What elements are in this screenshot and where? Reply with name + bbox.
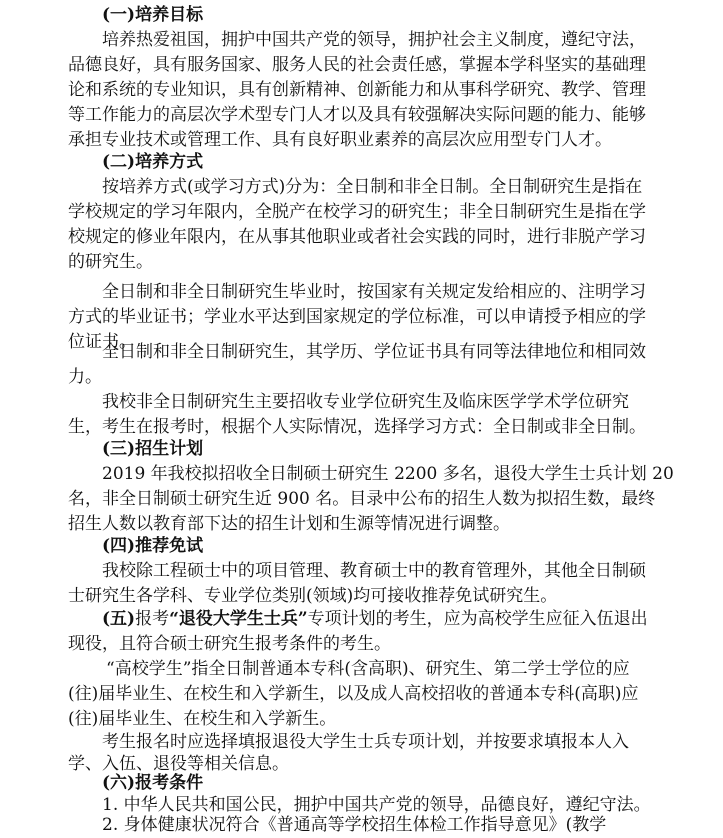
paragraph-line: 全日制和非全日制研究生，其学历、学位证书具有同等法律地位和相同效: [102, 342, 646, 362]
paragraph-line: 学、入伍、退役等相关信息。: [68, 754, 289, 774]
paragraph-line: 名，非全日制硕士研究生近 900 名。目录中公布的招生人数为拟招生数，最终: [68, 489, 656, 509]
paragraph-line: 承担专业技术或管理工作、具有良好职业素养的高层次应用型专门人才。: [68, 130, 612, 150]
heading-text: 报考: [135, 609, 170, 629]
section-heading-veteran-plan: [102, 607, 648, 632]
paragraph-line: 等工作能力的高层次学术型专门人才以及具有较强解决实际问题的能力、能够: [68, 105, 646, 125]
paragraph-line: 士研究生各学科、专业学位类别(领域)均可接收推荐免试研究生。: [68, 586, 558, 606]
section-heading-eligibility: (六)报考条件: [102, 773, 204, 793]
paragraph-line: 校规定的修业年限内，在从事其他职业或者社会实践的同时，进行非脱产学习: [68, 227, 646, 247]
section-heading-enrollment-plan: (三)招生计划: [102, 439, 204, 459]
paragraph-line: 培养热爱祖国，拥护中国共产党的领导，拥护社会主义制度，遵纪守法，: [102, 30, 646, 50]
paragraph-line: 品德良好，具有服务国家、服务人民的社会责任感，掌握本学科坚实的基础理: [68, 55, 646, 75]
section-number: (五): [102, 609, 136, 629]
section-heading-exam-exemption: (四)推荐免试: [102, 536, 204, 556]
section-heading-training-goal: (一)培养目标: [102, 5, 204, 25]
paragraph-line: (往)届毕业生、在校生和入学新生，以及成人高校招收的普通本专科(高职)应: [68, 684, 639, 704]
paragraph-line: 全日制和非全日制研究生毕业时，按国家有关规定发给相应的、注明学习: [102, 282, 646, 302]
paragraph-line: (往)届毕业生、在校生和入学新生。: [68, 709, 337, 729]
paragraph-line: “高校学生”指全日制普通本专科(含高职)、研究生、第二学士学位的应: [106, 659, 630, 679]
paragraph-line: 学校规定的学习年限内，全脱产在校学习的研究生；非全日制研究生是指在学: [68, 202, 646, 222]
paragraph-line: 2019 年我校拟招收全日制硕士研究生 2200 多名，退役大学生士兵计划 20: [102, 464, 674, 484]
paragraph-line: 按培养方式(或学习方式)分为：全日制和非全日制。全日制研究生是指在: [102, 177, 643, 197]
paragraph-line: 论和系统的专业知识，具有创新精神、创新能力和从事科学研究、教学、管理: [68, 80, 646, 100]
paragraph-line: 位证书。: [68, 332, 136, 352]
section-heading-training-mode: (二)培养方式: [102, 152, 204, 172]
paragraph-line: 我校除工程硕士中的项目管理、教育硕士中的教育管理外，其他全日制硕: [102, 561, 646, 581]
heading-emphasis: “退役大学生士兵”: [169, 609, 308, 629]
paragraph-line: 力。: [68, 367, 102, 387]
paragraph-line: 考生报名时应选择填报退役大学生士兵专项计划，并按要求填报本人入: [102, 732, 629, 752]
paragraph-line: 现役，且符合硕士研究生报考条件的考生。: [68, 634, 391, 654]
paragraph-line: 1. 中华人民共和国公民，拥护中国共产党的领导，品德良好，遵纪守法。: [102, 795, 651, 815]
paragraph-line: 招生人数以教育部下达的招生计划和生源等情况进行调整。: [68, 514, 510, 534]
heading-text: 专项计划的考生，应为高校学生应征入伍退出: [307, 609, 648, 629]
paragraph-line: 的研究生。: [68, 252, 153, 272]
paragraph-line: 方式的毕业证书；学业水平达到国家规定的学位标准，可以申请授予相应的学: [68, 307, 646, 327]
paragraph-line: 2. 身体健康状况符合《普通高等学校招生体检工作指导意见》(教学: [102, 815, 607, 835]
paragraph-line: 生，考生在报考时，根据个人实际情况，选择学习方式：全日制或非全日制。: [68, 417, 646, 437]
paragraph-line: 我校非全日制研究生主要招收专业学位研究生及临床医学学术学位研究: [102, 392, 629, 412]
